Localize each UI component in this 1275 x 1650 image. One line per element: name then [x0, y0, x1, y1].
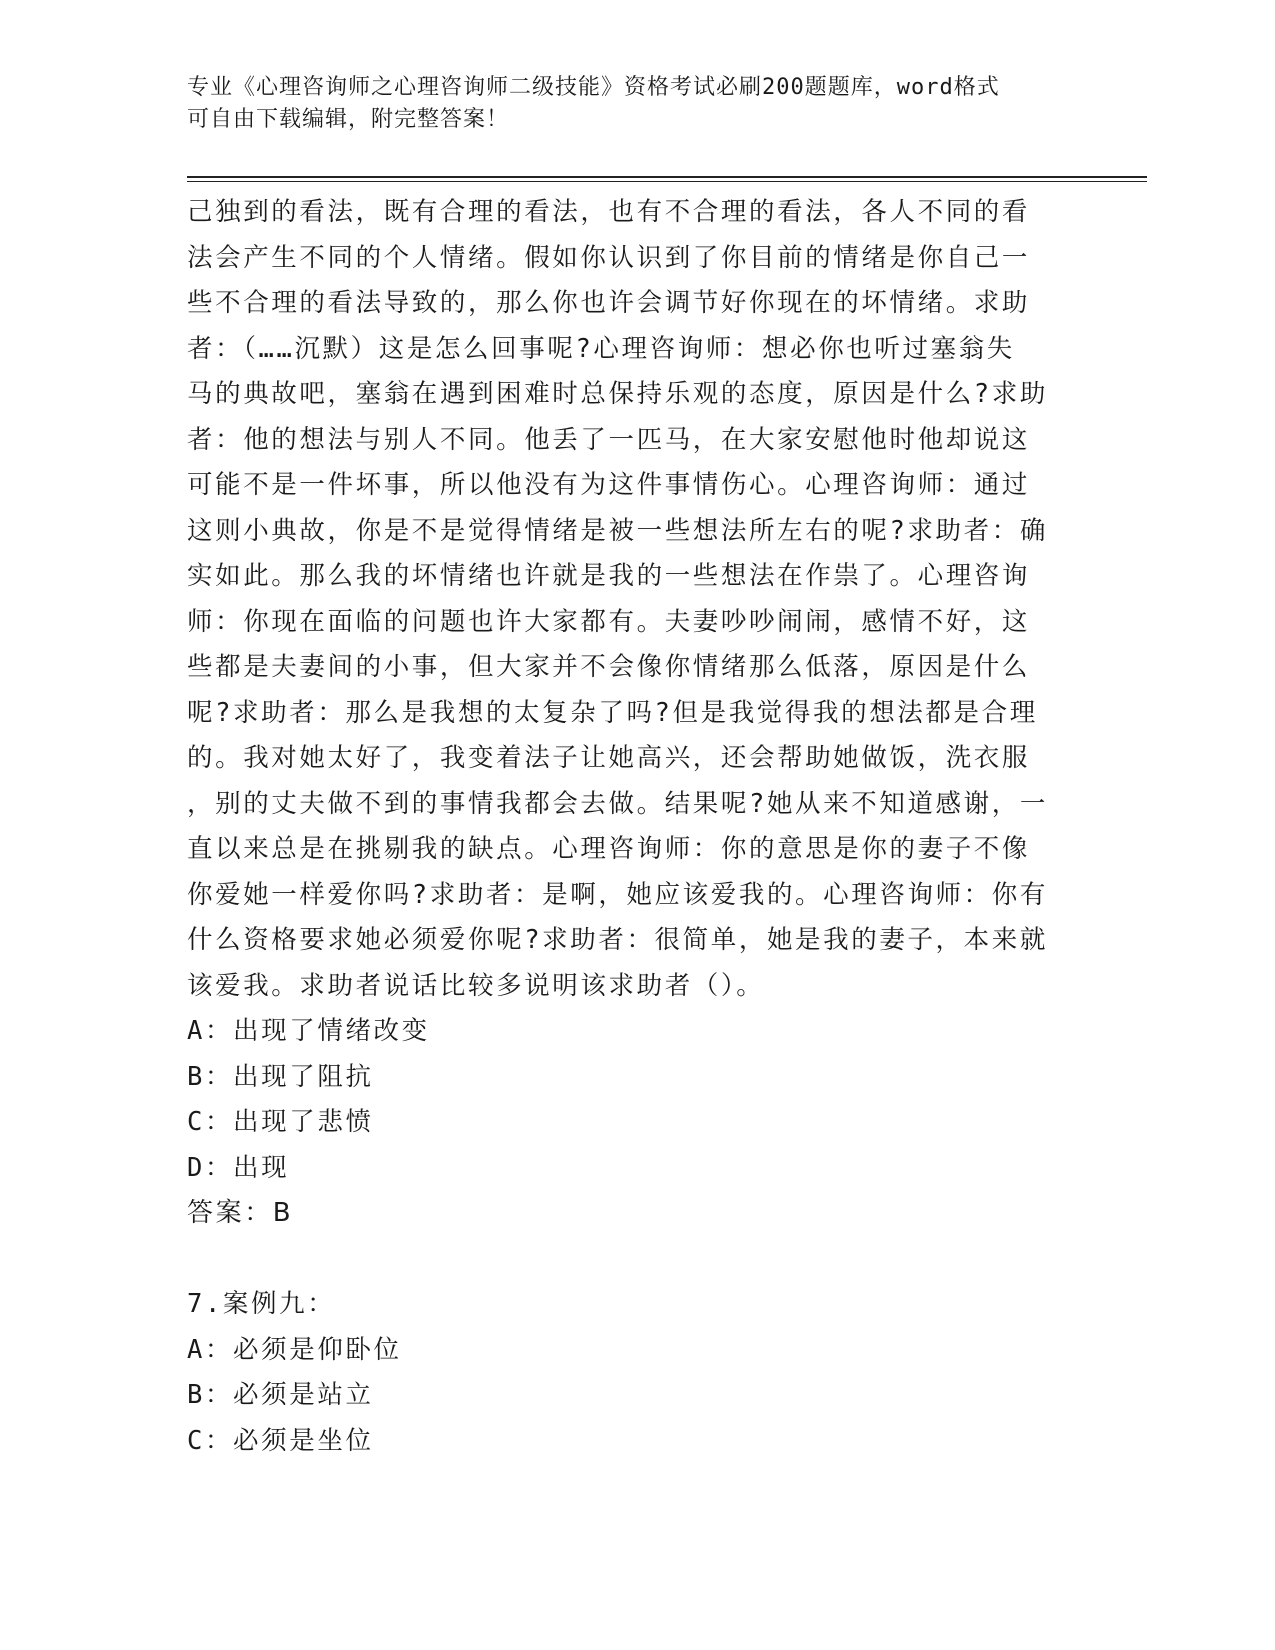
text-line: 该爱我。求助者说话比较多说明该求助者（）。	[187, 970, 765, 1001]
q7-option-c: C：必须是坐位	[187, 1425, 374, 1456]
text-line: ，别的丈夫做不到的事情我都会去做。结果呢?她从来不知道感谢，一	[187, 788, 1048, 819]
text-line: 什么资格要求她必须爱你呢?求助者：很简单，她是我的妻子，本来就	[187, 925, 1048, 955]
text-line: 马的典故吧，塞翁在遇到困难时总保持乐观的态度，原因是什么?求助	[187, 379, 1048, 409]
question-7-title: 7.案例九：	[187, 1289, 336, 1319]
document-header	[187, 72, 1067, 136]
answer-line: 答案：B	[187, 1198, 294, 1228]
q7-option-a: A：必须是仰卧位	[187, 1334, 402, 1365]
option-a: A：出现了情绪改变	[187, 1016, 430, 1046]
text-line: 你爱她一样爱你吗?求助者：是啊，她应该爱我的。心理咨询师：你有	[187, 879, 1048, 910]
option-d: D：出现	[187, 1152, 290, 1183]
spacer	[187, 1237, 1087, 1283]
text-line: 者：他的想法与别人不同。他丢了一匹马，在大家安慰他时他却说这	[187, 424, 1031, 455]
q7-option-b: B：必须是站立	[187, 1380, 374, 1410]
text-line: 师：你现在面临的问题也许大家都有。夫妻吵吵闹闹，感情不好，这	[187, 606, 1031, 637]
text-line: 直以来总是在挑剔我的缺点。心理咨询师：你的意思是你的妻子不像	[187, 834, 1031, 864]
option-c: C：出现了悲愤	[187, 1107, 374, 1137]
text-line: 些都是夫妻间的小事，但大家并不会像你情绪那么低落，原因是什么	[187, 652, 1031, 682]
text-line: 些不合理的看法导致的，那么你也许会调节好你现在的坏情绪。求助	[187, 288, 1031, 318]
header-divider-thin	[187, 181, 1147, 182]
text-line: 呢?求助者：那么是我想的太复杂了吗?但是我觉得我的想法都是合理	[187, 697, 1038, 728]
header-line-2: 可自由下载编辑，附完整答案！	[187, 107, 510, 132]
text-line: 法会产生不同的个人情绪。假如你认识到了你目前的情绪是你自己一	[187, 242, 1031, 273]
header-line-1: 专业《心理咨询师之心理咨询师二级技能》资格考试必刷200题题库，word格式	[187, 75, 1000, 100]
question-continued-text	[187, 190, 1087, 1009]
header-divider-thick	[187, 176, 1147, 178]
text-line: 的。我对她太好了，我变着法子让她高兴，还会帮助她做饭，洗衣服	[187, 743, 1031, 773]
text-line: 这则小典故，你是不是觉得情绪是被一些想法所左右的呢?求助者：确	[187, 515, 1048, 546]
text-line: 己独到的看法，既有合理的看法，也有不合理的看法，各人不同的看	[187, 197, 1031, 227]
text-line: 可能不是一件坏事，所以他没有为这件事情伤心。心理咨询师：通过	[187, 470, 1031, 500]
text-line: 者：（……沉默）这是怎么回事呢?心理咨询师：想必你也听过塞翁失	[187, 333, 1015, 364]
document-body	[187, 190, 1087, 1464]
option-b: B：出现了阻抗	[187, 1061, 374, 1092]
text-line: 实如此。那么我的坏情绪也许就是我的一些想法在作祟了。心理咨询	[187, 561, 1031, 591]
